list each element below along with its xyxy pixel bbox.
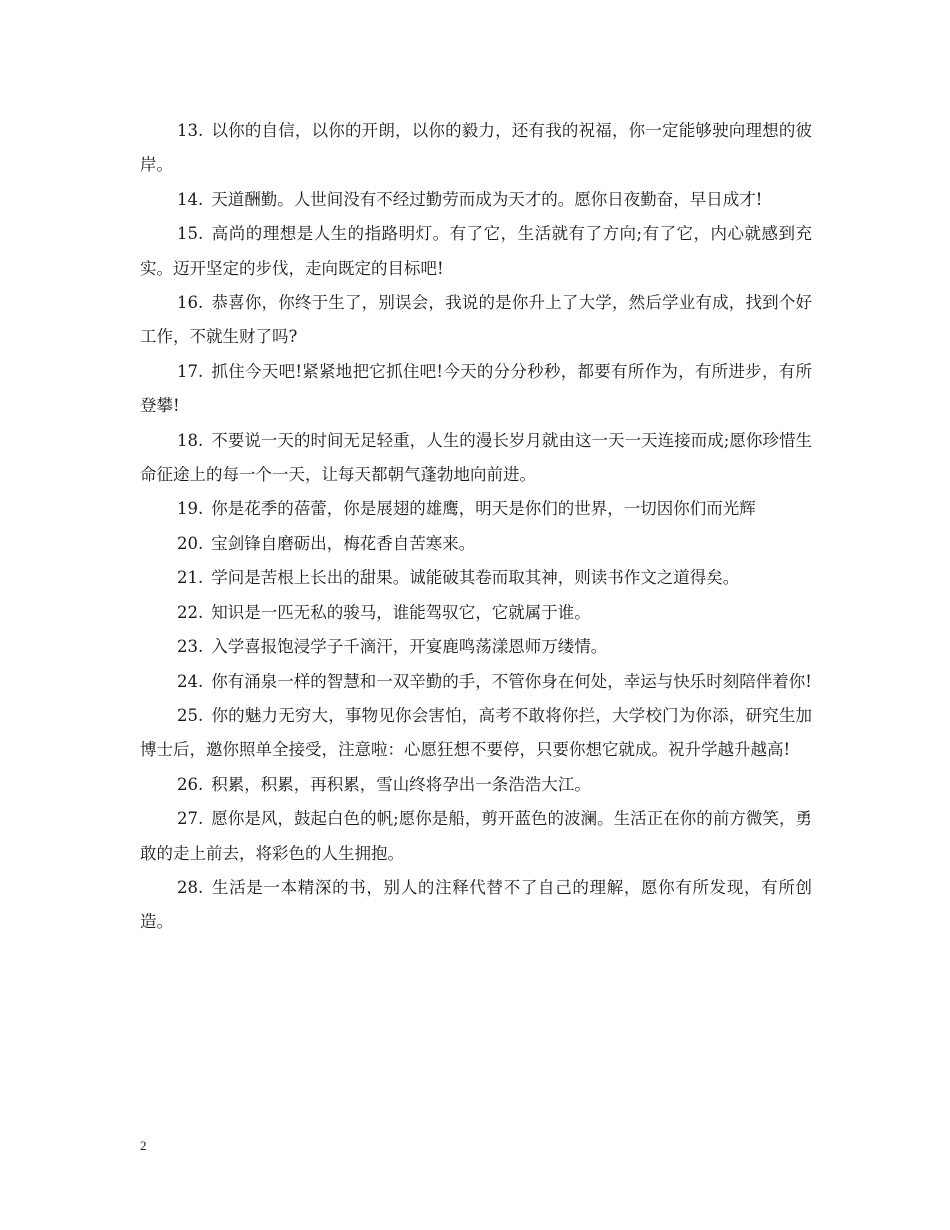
item-text: 生活是一本精深的书，别人的注释代替不了自己的理解，愿你有所发现，有所创造。 [140,877,812,932]
item-text: 抓住今天吧!紧紧地把它抓住吧!今天的分分秒秒，都要有所作为，有所进步，有所登攀! [140,361,812,416]
item-number: 24. [177,671,204,691]
item-number: 21. [177,568,204,588]
item-text: 入学喜报饱浸学子千滴汗，开宴鹿鸣荡漾恩师万缕情。 [211,637,608,657]
list-item [140,286,812,355]
list-item [140,114,812,183]
list-item [140,527,812,561]
item-number: 26. [177,774,204,794]
item-text: 恭喜你，你终于生了，别误会，我说的是你升上了大学，然后学业有成，找到个好工作，不就生财了吗? [140,293,812,347]
item-number: 27. [177,809,204,829]
list-item [140,217,812,286]
list-item [140,355,812,424]
item-number: 20. [177,533,204,553]
item-number: 23. [177,637,204,657]
item-number: 22. [177,602,204,622]
item-number: 17. [177,361,204,381]
item-text: 学问是苦根上长出的甜果。诚能破其卷而取其神，则读书作文之道得矣。 [211,568,740,588]
list-item [140,596,812,630]
document-body [140,114,812,940]
item-text: 你的魅力无穷大，事物见你会害怕，高考不敢将你拦，大学校门为你添，研究生加博士后，邀你照单全接受，注意啦：心愿狂想不要停，只要你想它就成。祝升学越升越高! [140,705,812,760]
item-text: 高尚的理想是人生的指路明灯。有了它，生活就有了方向;有了它，内心就感到充实。迈开坚定的步伐，走向既定的目标吧! [140,224,812,278]
item-text: 以你的自信，以你的开朗，以你的毅力，还有我的祝福，你一定能够驶向理想的彼岸。 [140,121,812,175]
list-item [140,561,812,595]
item-number: 16. [177,293,204,313]
item-number: 25. [177,705,204,725]
item-number: 19. [177,499,204,519]
item-text: 知识是一匹无私的骏马，谁能驾驭它，它就属于谁。 [211,602,591,622]
item-number: 14. [177,189,204,209]
item-text: 积累，积累，再积累，雪山终将孕出一条浩浩大江。 [211,774,591,794]
list-item [140,183,812,217]
item-text: 宝剑锋自磨砺出，梅花香自苦寒来。 [211,533,476,553]
page-number: 2 [140,1138,147,1153]
item-text: 你是花季的蓓蕾，你是展翅的雄鹰，明天是你们的世界，一切因你们而光辉 [211,499,756,519]
item-text: 天道酬勤。人世间没有不经过勤劳而成为天才的。愿你日夜勤奋，早日成才! [211,189,763,209]
list-item [140,699,812,768]
item-text: 不要说一天的时间无足轻重，人生的漫长岁月就由这一天一天连接而成;愿你珍惜生命征途上的每一个一天，让每天都朝气蓬勃地向前进。 [140,430,812,485]
item-text: 你有涌泉一样的智慧和一双辛勤的手，不管你身在何处，幸运与快乐时刻陪伴着你! [211,671,812,691]
item-number: 13. [177,121,204,140]
list-item [140,424,812,493]
list-item [140,630,812,664]
item-text: 愿你是风，鼓起白色的帆;愿你是船，剪开蓝色的波澜。生活正在你的前方微笑，勇敢的走上前去，将彩色的人生拥抱。 [140,809,812,863]
list-item [140,768,812,802]
list-item [140,665,812,699]
item-number: 28. [177,877,204,897]
list-item [140,492,812,526]
list-item [140,802,812,871]
item-number: 15. [177,224,204,244]
item-number: 18. [177,430,204,450]
list-item [140,871,812,940]
